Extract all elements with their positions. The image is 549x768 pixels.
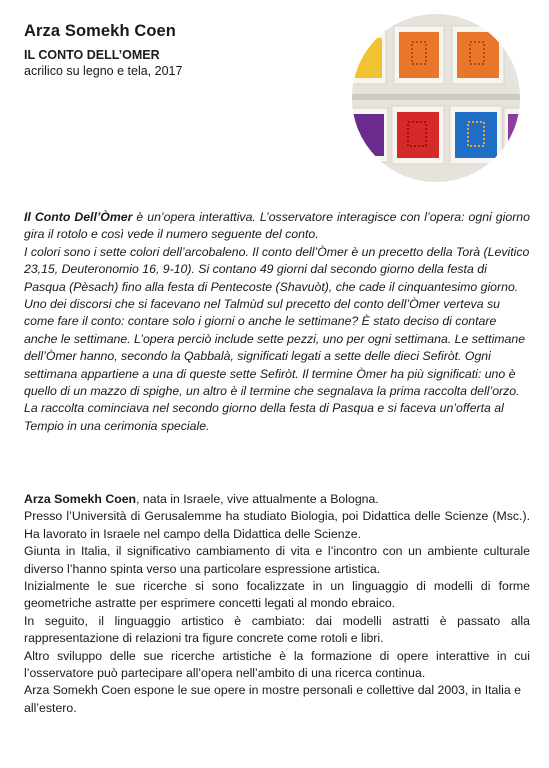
bio-paragraph: Giunta in Italia, il significativo cambiamento di vita e l’incontro con un ambiente culturale diverso l’hanno spinta verso una particolare espressione artistica. (24, 544, 530, 576)
header (24, 22, 324, 79)
description-body: I colori sono i sette colori dell’arcobaleno. Il conto dell’Òmer è un precetto della Torà (Levitico 23,15, Deuteronomio 16, 9-10). Si contano 49 giorni dal secondo giorno della festa di Pasqua (Pèsach) fino alla festa di Pentecoste (Shavuòt), che cade il cinquantesimo giorno. Uno dei discorsi che si facevano nel Talmùd sul precetto del conto dell’Òmer verteva su come fare il conto: contare solo i giorni o anche le settimane? È stato deciso di contare anche le settimane. L’opera perciò include sette pezzi, uno per ogni settimana. Le settimane dell’Òmer hanno, secondo la Qabbalà, significati legati a sette delle dieci Sefiròt. Ogni settimana appartiene a una di queste sette Sefiròt. Il termine Òmer ha più significati: uno è quello di un mazzo di spighe, un altro è il termine che segnalava la prima raccolta dell’orzo. La raccolta cominciava nel secondo giorno della festa di Pasqua e si faceva un’offerta al Tempio in una cerimonia speciale. (24, 244, 530, 433)
artwork-photo-icon (352, 14, 520, 182)
bio-paragraph: Inizialmente le sue ricerche si sono focalizzate in un linguaggio di modelli di forme geometriche astratte per esprimere concetti legati al mondo ebraico. (24, 579, 530, 611)
bio-intro: , nata in Israele, vive attualmente a Bologna. (136, 492, 379, 506)
bio-paragraph: Altro sviluppo delle sue ricerche artistiche è la formazione di opere interattive in cui l’osservatore può partecipare all’opera nell’ambito di una ricerca continua. (24, 648, 530, 681)
artist-bio (24, 491, 530, 717)
artwork-description (24, 209, 530, 435)
artwork-photo (352, 14, 520, 182)
artist-name: Arza Somekh Coen (24, 22, 176, 40)
description-intro: è un’opera interattiva. L’osservatore interagisce con l’opera: ogni giorno gira il rotolo e così vede il numero seguente del conto. (24, 210, 530, 242)
work-title: IL CONTO DELL’OMER (24, 48, 160, 62)
bio-paragraph: Arza Somekh Coen espone le sue opere in mostre personali e collettive dal 2003, in Italia e all’estero. (24, 683, 521, 715)
bio-paragraph: In seguito, il linguaggio artistico è cambiato: dai modelli astratti è passato alla rappresentazione di relazioni tra figure concrete come rotoli e libri. (24, 613, 530, 646)
work-meta: acrilico su legno e tela, 2017 (24, 64, 183, 78)
description-title: Il Conto Dell’Òmer (24, 210, 133, 224)
bio-name: Arza Somekh Coen (24, 492, 137, 506)
bio-paragraph: Presso l’Università di Gerusalemme ha studiato Biologia, poi Didattica delle Scienze (Msc.). Ha lavorato in Israele nel campo della Didattica delle Scienze. (24, 509, 530, 541)
